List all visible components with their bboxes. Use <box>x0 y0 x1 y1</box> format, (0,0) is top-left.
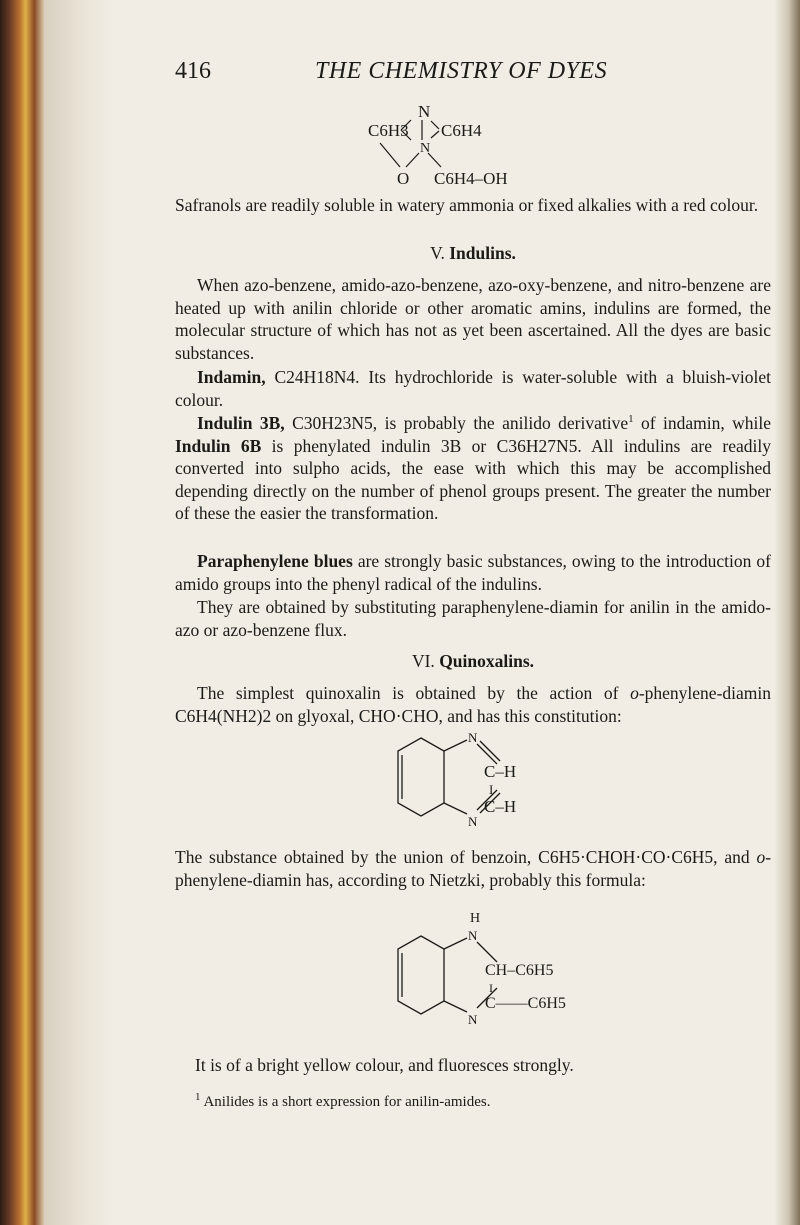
footnote-marker: 1 <box>628 413 634 426</box>
footnote <box>195 1092 791 1112</box>
obtained-paragraph: They are obtained by substituting paraphenylene-diamin for anilin in the amido-azo or azo-benzene flux. <box>175 597 771 640</box>
safranol-right-bottom: C6H4–OH <box>434 169 508 188</box>
section-title: Indulins. <box>449 243 516 263</box>
safranol-o: O <box>397 169 410 188</box>
footnote-text: Anilides is a short expression for anilin-amides. <box>203 1094 491 1110</box>
indamin-paragraph <box>175 366 771 411</box>
dihydroquinoxalin-bond: I <box>489 981 493 995</box>
paraphenylene-description: are strongly basic substances, owing to the introduction of amido groups into the phenyl radical of the indulins. <box>175 551 772 594</box>
benzoin-formula: C6H5·CHOH·CO·C6H5, <box>538 847 718 867</box>
phenylene-diamin-formula: C6H4(NH2)2 <box>175 705 272 726</box>
page-gutter-shadow <box>44 0 114 1225</box>
simplest-text-3: on glyoxal, CHO·CHO, and has this constitution: <box>275 705 622 726</box>
indulin-3b-name: Indulin 3B, <box>197 413 285 433</box>
substance-text-3: -phenylene-diamin has, according to Nietzki, probably this formula: <box>175 847 772 890</box>
indulin-3b-formula: C30H23N5, <box>292 413 378 433</box>
quinoxalin-n-bottom: N <box>468 814 478 829</box>
simplest-text-1: The simplest quinoxalin is obtained by the action of <box>197 683 619 703</box>
running-header <box>175 58 735 94</box>
page-number: 416 <box>175 58 211 84</box>
indulin-text-1: is probably the anilido derivative <box>384 413 629 433</box>
safranol-structure-formula <box>300 100 520 190</box>
quinoxalin-n-top: N <box>468 730 478 745</box>
page-edge-shadow <box>774 0 800 1225</box>
indulin-text-2: of indamin, while <box>641 413 772 433</box>
book-spine <box>0 0 44 1225</box>
dihydroquinoxalin-h-top: H <box>470 911 481 926</box>
indulin-text-4: All indulins are readily converted into sulpho acids, the ease with which this may be accomplished depending directly on the number of phenol groups present. The greater the number of these the easier the transformation. <box>175 435 771 523</box>
section-heading-indulins <box>175 242 771 265</box>
benzoin-paragraph <box>175 846 771 891</box>
running-title: THE CHEMISTRY OF DYES <box>315 58 608 84</box>
indulin-text-3: is phenylated indulin 3B or <box>271 435 487 456</box>
safranol-right-group: C6H4 <box>441 121 482 140</box>
bright-yellow-paragraph: It is of a bright yellow colour, and fluoresces strongly. <box>195 1055 574 1075</box>
dihydroquinoxalin-rings <box>398 936 497 1014</box>
indamin-description: Its hydrochloride is water-soluble with a bluish-violet colour. <box>175 367 772 410</box>
dihydroquinoxalin-n-bottom: N <box>468 1012 478 1027</box>
safranol-left-group: C6H3 <box>368 121 409 140</box>
substance-italic-o: o <box>756 847 766 867</box>
dihydroquinoxalin-structure-formula <box>385 912 585 1042</box>
safranols-paragraph: Safranols are readily soluble in watery ammonia or fixed alkalies with a red colour. <box>175 195 759 215</box>
paraphenylene-paragraph <box>175 550 771 595</box>
section-heading-quinoxalins <box>175 650 771 673</box>
simplest-text-2: -phenylene-diamin <box>638 683 772 703</box>
dihydroquinoxalin-ch: CH–C6H5 <box>485 962 554 979</box>
indamin-name: Indamin, <box>197 367 266 387</box>
safranol-n-top: N <box>418 102 431 121</box>
quinoxalin-ch-1: C–H <box>484 762 517 781</box>
dihydroquinoxalin-n-top: N <box>468 928 478 943</box>
simplest-italic-o: o <box>630 683 639 703</box>
indulin-6b-formula: C36H27N5. <box>496 435 582 456</box>
substance-text-2: and <box>724 847 750 867</box>
section-title: Quinoxalins. <box>439 651 535 671</box>
indulin-paragraph <box>175 412 771 525</box>
safranol-n-mid: N <box>420 141 431 156</box>
substance-text-1: The substance obtained by the union of benzoin, <box>175 847 532 867</box>
section-numeral: VI. <box>411 651 435 671</box>
indamin-formula: C24H18N4. <box>274 367 360 387</box>
simplest-quinoxalin-paragraph <box>175 682 771 727</box>
quinoxalin-structure-formula <box>385 728 545 840</box>
paraphenylene-name: Paraphenylene blues <box>197 551 353 571</box>
indulins-intro-paragraph: When azo-benzene, amido-azo-benzene, azo-oxy-benzene, and nitro-benzene are heated up with anilin chloride or other aromatic amins, indulins are formed, the molecular structure of which has not as yet been ascertained. All the dyes are basic substances. <box>175 275 771 363</box>
dihydroquinoxalin-c: C——C6H5 <box>485 995 566 1012</box>
quinoxalin-ch-2: C–H <box>484 797 517 816</box>
section-numeral: V. <box>430 243 445 263</box>
quinoxalin-bond: I <box>489 782 494 797</box>
footnote-number: 1 <box>195 1091 201 1103</box>
indulin-6b-name: Indulin 6B <box>175 435 262 456</box>
